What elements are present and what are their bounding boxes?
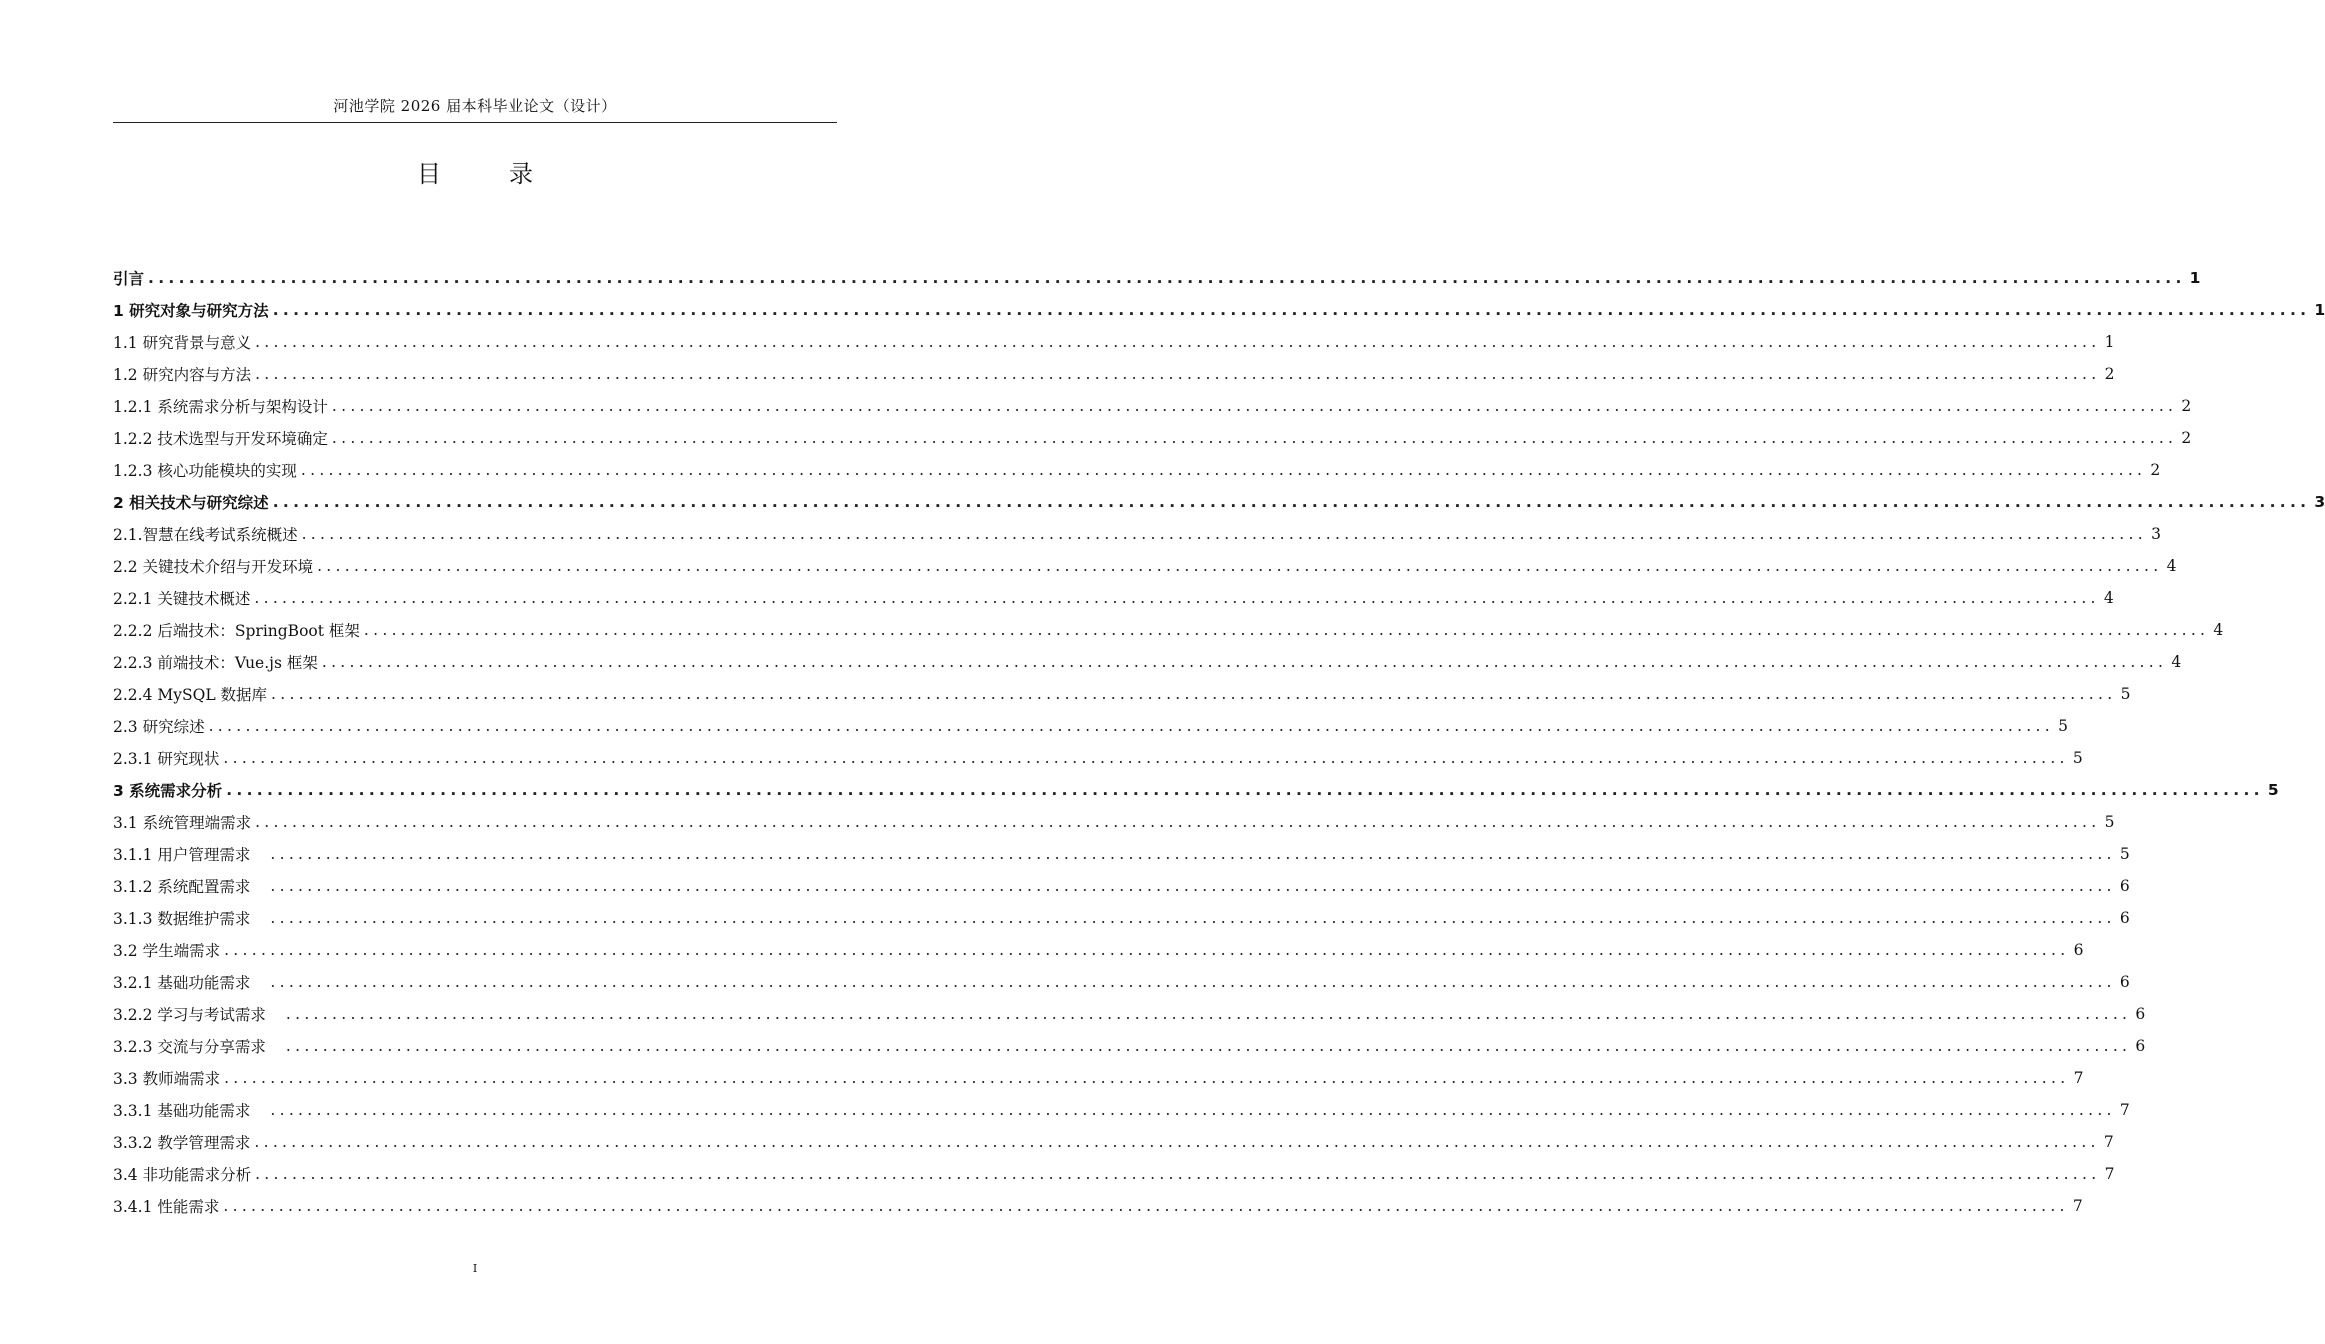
toc-entry-page: 5	[2058, 717, 2068, 735]
toc-entry[interactable]	[113, 262, 2201, 294]
toc-entry[interactable]	[113, 390, 2192, 422]
toc-entry[interactable]	[113, 1190, 2083, 1222]
toc-entry[interactable]	[113, 550, 2177, 582]
table-of-contents	[113, 262, 2325, 1222]
toc-entry[interactable]	[113, 1158, 2115, 1190]
toc-entry[interactable]	[113, 454, 2161, 486]
toc-entry-page: 2	[2181, 429, 2192, 447]
toc-entry-label: 3.1.3 数据维护需求	[113, 910, 251, 928]
toc-entry-page: 6	[2119, 877, 2130, 895]
toc-entry[interactable]	[113, 614, 2224, 646]
toc-leader-dots: ........................................................................................................................................................................................................	[254, 1133, 2100, 1151]
toc-leader-dots: ........................................................................................................................................................................................................	[226, 781, 2264, 799]
toc-entry-page: 4	[2103, 589, 2114, 607]
toc-entry-label: 2.2.4 MySQL 数据库	[113, 686, 268, 704]
toc-entry-label: 引言	[113, 270, 145, 288]
toc-leader-dots: ........................................................................................................................................................................................................	[300, 461, 2147, 479]
toc-entry[interactable]	[113, 902, 2130, 934]
toc-entry-label: 3.3.2 教学管理需求	[113, 1134, 251, 1152]
toc-entry[interactable]	[113, 742, 2083, 774]
toc-leader-dots: ........................................................................................................................................................................................................	[254, 589, 2100, 607]
toc-leader-dots: ........................................................................................................................................................................................................	[255, 333, 2101, 351]
toc-entry[interactable]	[113, 326, 2115, 358]
toc-entry-label: 3.3 教师端需求	[113, 1070, 221, 1088]
toc-entry-page: 4	[2171, 653, 2182, 671]
toc-entry-page: 6	[2073, 941, 2084, 959]
toc-leader-dots: ........................................................................................................................................................................................................	[321, 653, 2168, 671]
toc-entry-page: 4	[2213, 621, 2224, 639]
toc-entry-label: 1.2.2 技术选型与开发环境确定	[113, 430, 328, 448]
toc-entry-page: 3	[2151, 525, 2161, 543]
toc-entry[interactable]	[113, 582, 2114, 614]
toc-entry-label: 2.2.3 前端技术：Vue.js 框架	[113, 654, 318, 672]
toc-leader-dots: ........................................................................................................................................................................................................	[270, 845, 2116, 863]
toc-entry-page: 1	[2189, 269, 2201, 287]
toc-entry-page: 6	[2119, 973, 2130, 991]
toc-entry[interactable]	[113, 422, 2192, 454]
toc-entry-label: 2.3.1 研究现状	[113, 750, 220, 768]
toc-entry-label: 3.3.1 基础功能需求	[113, 1102, 251, 1120]
toc-entry-label: 1 研究对象与研究方法	[113, 302, 269, 320]
toc-entry-label: 3.2.1 基础功能需求	[113, 974, 251, 992]
toc-entry-label: 2.1.智慧在线考试系统概述	[113, 526, 298, 544]
toc-entry-page: 7	[2072, 1197, 2083, 1215]
toc-entry[interactable]	[113, 934, 2084, 966]
toc-entry-page: 6	[2119, 909, 2130, 927]
toc-leader-dots: ........................................................................................................................................................................................................	[224, 1069, 2070, 1087]
toc-leader-dots: ........................................................................................................................................................................................................	[285, 1005, 2132, 1023]
toc-entry[interactable]	[113, 838, 2130, 870]
toc-entry-label: 2 相关技术与研究综述	[113, 494, 269, 512]
toc-entry-label: 3.2.3 交流与分享需求	[113, 1038, 266, 1056]
toc-entry-label: 3.4.1 性能需求	[113, 1198, 220, 1216]
toc-entry-label: 2.2.1 关键技术概述	[113, 590, 251, 608]
toc-entry-page: 5	[2104, 813, 2115, 831]
toc-entry[interactable]	[113, 358, 2115, 390]
toc-entry[interactable]	[113, 870, 2130, 902]
toc-entry-label: 3.2.2 学习与考试需求	[113, 1006, 266, 1024]
page-header: 河池学院 2026 届本科毕业论文（设计）	[333, 97, 617, 115]
toc-entry-page: 1	[2314, 301, 2325, 319]
toc-entry[interactable]	[113, 678, 2131, 710]
toc-entry[interactable]	[113, 1126, 2114, 1158]
toc-entry[interactable]	[113, 1030, 2146, 1062]
toc-entry-label: 2.2.2 后端技术：SpringBoot 框架	[113, 622, 360, 640]
toc-leader-dots: ........................................................................................................................................................................................................	[317, 557, 2163, 575]
toc-entry-page: 7	[2119, 1101, 2130, 1119]
toc-entry-label: 3 系统需求分析	[113, 782, 223, 800]
toc-entry[interactable]	[113, 806, 2115, 838]
toc-entry-label: 1.2.3 核心功能模块的实现	[113, 462, 297, 480]
toc-entry[interactable]	[113, 710, 2068, 742]
toc-entry-label: 1.2 研究内容与方法	[113, 366, 252, 384]
toc-entry-label: 3.4 非功能需求分析	[113, 1166, 252, 1184]
toc-leader-dots: ........................................................................................................................................................................................................	[270, 909, 2116, 927]
toc-entry-page: 5	[2072, 749, 2083, 767]
toc-entry-label: 2.3 研究综述	[113, 718, 205, 736]
toc-entry-label: 2.2 关键技术介绍与开发环境	[113, 558, 314, 576]
toc-leader-dots: ........................................................................................................................................................................................................	[331, 429, 2178, 447]
toc-entry-page: 2	[2104, 365, 2115, 383]
toc-entry[interactable]	[113, 1094, 2130, 1126]
toc-leader-dots: ........................................................................................................................................................................................................	[271, 685, 2117, 703]
toc-leader-dots: ........................................................................................................................................................................................................	[270, 877, 2116, 895]
toc-entry-label: 1.1 研究背景与意义	[113, 334, 252, 352]
toc-leader-dots: ........................................................................................................................................................................................................	[255, 365, 2101, 383]
toc-title: 目 录	[417, 160, 555, 188]
toc-entry-page: 7	[2104, 1165, 2115, 1183]
toc-entry-page: 7	[2103, 1133, 2114, 1151]
toc-leader-dots: ........................................................................................................................................................................................................	[272, 301, 2311, 319]
toc-leader-dots: ........................................................................................................................................................................................................	[331, 397, 2178, 415]
toc-entry-label: 3.1 系统管理端需求	[113, 814, 252, 832]
toc-entry-page: 5	[2267, 781, 2279, 799]
toc-entry-page: 7	[2073, 1069, 2084, 1087]
page-number: I	[472, 1262, 478, 1275]
toc-entry-page: 6	[2135, 1037, 2146, 1055]
toc-entry[interactable]	[113, 486, 2325, 518]
toc-entry-page: 2	[2181, 397, 2192, 415]
toc-entry-label: 1.2.1 系统需求分析与架构设计	[113, 398, 328, 416]
toc-leader-dots: ........................................................................................................................................................................................................	[255, 813, 2101, 831]
toc-leader-dots: ........................................................................................................................................................................................................	[148, 269, 2186, 287]
toc-leader-dots: ........................................................................................................................................................................................................	[272, 493, 2311, 511]
toc-leader-dots: ........................................................................................................................................................................................................	[223, 749, 2069, 767]
toc-entry[interactable]	[113, 294, 2325, 326]
toc-leader-dots: ........................................................................................................................................................................................................	[270, 1101, 2116, 1119]
toc-leader-dots: ........................................................................................................................................................................................................	[208, 717, 2054, 735]
toc-entry[interactable]	[113, 646, 2182, 678]
toc-entry-label: 3.1.2 系统配置需求	[113, 878, 251, 896]
toc-entry-page: 5	[2120, 685, 2131, 703]
toc-leader-dots: ........................................................................................................................................................................................................	[285, 1037, 2132, 1055]
toc-leader-dots: ........................................................................................................................................................................................................	[301, 525, 2147, 543]
header-rule	[113, 122, 837, 123]
toc-entry[interactable]	[113, 518, 2161, 550]
toc-entry-label: 3.2 学生端需求	[113, 942, 221, 960]
toc-leader-dots: ........................................................................................................................................................................................................	[270, 973, 2116, 991]
toc-entry[interactable]	[113, 774, 2279, 806]
toc-entry-page: 4	[2166, 557, 2177, 575]
toc-entry-page: 2	[2150, 461, 2161, 479]
toc-entry[interactable]	[113, 966, 2130, 998]
toc-leader-dots: ........................................................................................................................................................................................................	[224, 941, 2070, 959]
toc-entry-page: 6	[2135, 1005, 2146, 1023]
toc-leader-dots: ........................................................................................................................................................................................................	[223, 1197, 2069, 1215]
toc-entry[interactable]	[113, 1062, 2084, 1094]
toc-entry-page: 1	[2104, 333, 2115, 351]
toc-entry-label: 3.1.1 用户管理需求	[113, 846, 251, 864]
toc-entry[interactable]	[113, 998, 2146, 1030]
toc-leader-dots: ........................................................................................................................................................................................................	[363, 621, 2210, 639]
toc-leader-dots: ........................................................................................................................................................................................................	[255, 1165, 2101, 1183]
toc-entry-page: 3	[2314, 493, 2325, 511]
toc-entry-page: 5	[2119, 845, 2130, 863]
